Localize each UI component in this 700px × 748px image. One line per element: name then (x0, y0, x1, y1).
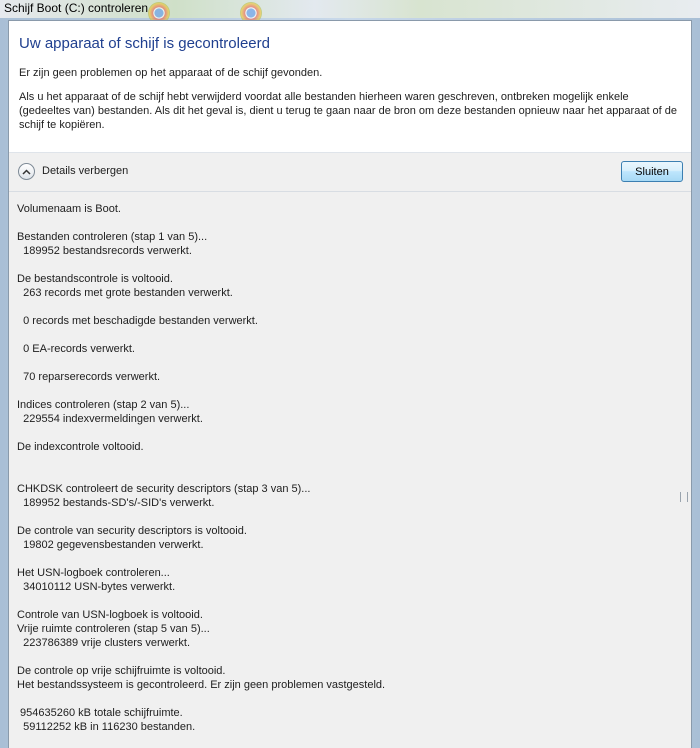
log-line: 34010112 USN-bytes verwerkt. (17, 581, 176, 593)
window-title: Schijf Boot (C:) controleren (4, 1, 149, 15)
result-summary: Er zijn geen problemen op het apparaat of de schijf gevonden. (19, 67, 323, 79)
log-line: De controle op vrije schijfruimte is voltooid. (17, 665, 226, 677)
log-line (17, 468, 683, 482)
page-title: Uw apparaat of schijf is gecontroleerd (19, 35, 270, 52)
log-line: Volumenaam is Boot. (17, 203, 121, 215)
log-line: 189952 bestandsrecords verwerkt. (17, 245, 192, 257)
log-line: 954635260 kB totale schijfruimte. (17, 707, 183, 719)
log-line: Vrije ruimte controleren (stap 5 van 5)... (17, 623, 210, 635)
log-line (17, 258, 683, 272)
log-line (17, 300, 683, 314)
chevron-up-icon (22, 167, 31, 177)
log-line (17, 510, 683, 524)
log-line: 19802 gegevensbestanden verwerkt. (17, 539, 204, 551)
log-line: 229554 indexvermeldingen verwerkt. (17, 413, 203, 425)
log-line (17, 594, 683, 608)
log-line: Het bestandssysteem is gecontroleerd. Er zijn geen problemen vastgesteld. (17, 679, 386, 691)
log-line (17, 356, 683, 370)
log-line: 189952 bestands-SD's/-SID's verwerkt. (17, 497, 215, 509)
log-line: CHKDSK controleert de security descriptors (stap 3 van 5)... (17, 483, 311, 495)
log-line (17, 692, 683, 706)
log-line (17, 216, 683, 230)
log-line: 263 records met grote bestanden verwerkt. (17, 287, 233, 299)
result-warning: Als u het apparaat of de schijf hebt verwijderd voordat alle bestanden hierheen waren geschreven, ontbreken mogelijk enkele (gedeeltes van) bestanden. Als dit het geval is, dient u terug te gaan naar de bron om deze bestanden opnieuw naar het apparaat of de schijf te kopiëren. (19, 91, 678, 131)
log-line: Indices controleren (stap 2 van 5)... (17, 399, 190, 411)
log-line: De indexcontrole voltooid. (17, 441, 144, 453)
details-bar (9, 152, 691, 192)
log-line (17, 384, 683, 398)
log-line: De bestandscontrole is voltooid. (17, 273, 173, 285)
log-line: 0 records met beschadigde bestanden verwerkt. (17, 315, 258, 327)
log-line (17, 328, 683, 342)
close-button[interactable]: Sluiten (621, 161, 683, 182)
log-line: 59112252 kB in 116230 bestanden. (17, 721, 196, 733)
scrollbar-grip-icon[interactable] (680, 492, 688, 502)
log-line (17, 426, 683, 440)
dialog-content (8, 20, 692, 748)
result-header (9, 21, 691, 152)
details-log (9, 192, 691, 748)
title-bar[interactable] (0, 0, 700, 18)
log-line: De controle van security descriptors is voltooid. (17, 525, 247, 537)
collapse-details-button[interactable] (18, 163, 35, 180)
log-line: 223786389 vrije clusters verwerkt. (17, 637, 191, 649)
log-line (17, 552, 683, 566)
details-toggle-label[interactable]: Details verbergen (42, 165, 129, 177)
log-line (17, 650, 683, 664)
log-line: 70 reparserecords verwerkt. (17, 371, 161, 383)
log-line: Controle van USN-logboek is voltooid. (17, 609, 203, 621)
log-line: 0 EA-records verwerkt. (17, 343, 135, 355)
log-line (17, 454, 683, 468)
log-line: Bestanden controleren (stap 1 van 5)... (17, 231, 208, 243)
log-line: Het USN-logboek controleren... (17, 567, 170, 579)
